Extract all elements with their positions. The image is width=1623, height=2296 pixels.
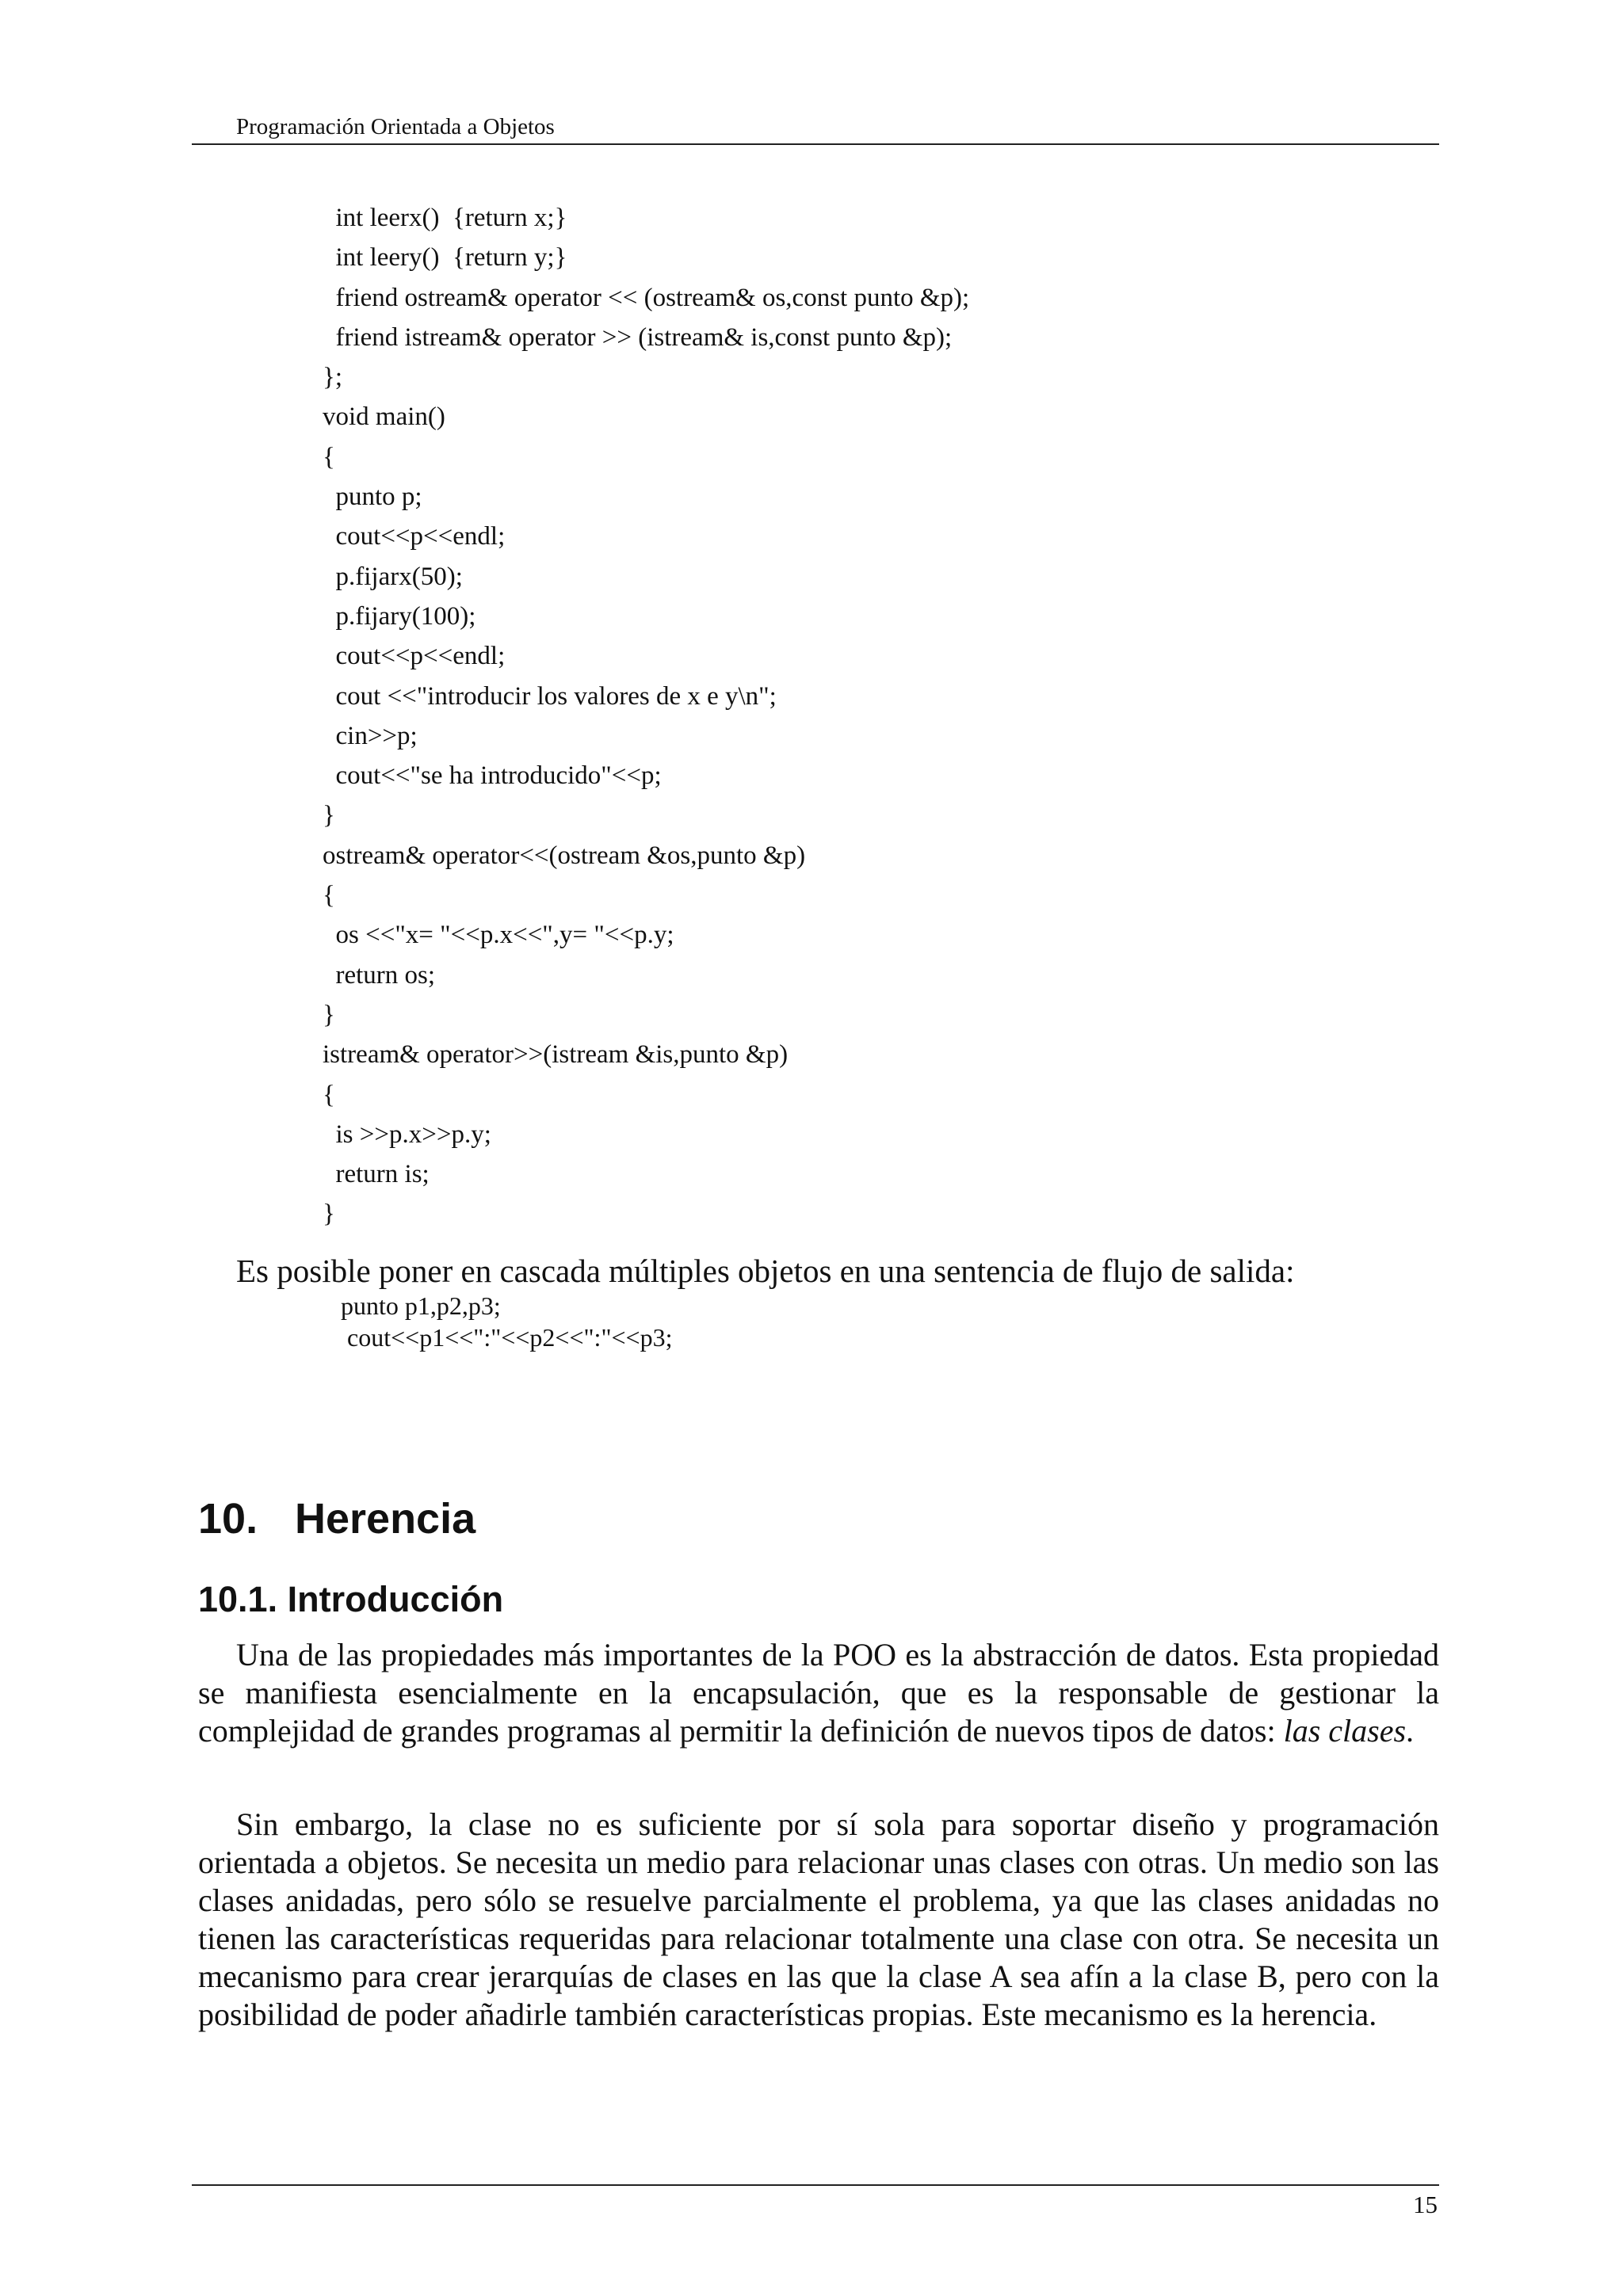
section-number: 10. — [198, 1495, 258, 1543]
code-line: os <<"x= "<<p.x<<",y= "<<p.y; — [323, 921, 674, 950]
section-heading — [198, 1491, 475, 1547]
code-line: friend ostream& operator << (ostream& os,const punto &p); — [323, 283, 970, 312]
code-line: { — [323, 881, 335, 910]
code-line: p.fijary(100); — [323, 601, 476, 631]
code-line: cin>>p; — [323, 721, 418, 750]
code-line: punto p1,p2,p3; — [341, 1291, 501, 1320]
code-line: } — [323, 1199, 335, 1229]
running-header: Programación Orientada a Objetos — [236, 114, 555, 139]
code-line: return is; — [323, 1160, 430, 1189]
emphasis-text: las clases — [1283, 1713, 1407, 1749]
code-line: cout<<"se ha introducido"<<p; — [323, 761, 662, 791]
body-paragraph — [198, 1636, 1439, 1750]
code-line: void main() — [323, 402, 445, 432]
code-line: { — [323, 1080, 335, 1109]
code-line: cout<<p1<<":"<<p2<<":"<<p3; — [341, 1323, 673, 1352]
paragraph-end: . — [1406, 1713, 1415, 1749]
code-line: cout<<p<<endl; — [323, 522, 506, 551]
code-listing — [323, 198, 969, 1234]
subsection-heading: 10.1. Introducción — [198, 1579, 504, 1619]
body-paragraph: Sin embargo, la clase no es suficiente por sí sola para soportar diseño y programación orientada a objetos. Se necesita un medio para relacionar unas clases con otras. Un medio son las clases anidadas, pero sólo se resuelve parcialmente el problema, ya que las clases anidadas no tienen las características requeridas para relacionar totalmente una clase con otra. Se necesita un mecanismo para crear jerarquías de clases en las que la clase A sea afín a la clase B, pero con la posibilidad de poder añadirle también características propias. Este mecanismo es la herencia. — [198, 1806, 1439, 2032]
footer-rule — [192, 2184, 1439, 2186]
code-line: p.fijarx(50); — [323, 562, 463, 591]
cascade-intro-text: Es posible poner en cascada múltiples objetos en una sentencia de flujo de salida: — [236, 1253, 1295, 1289]
code-line: int leery() {return y;} — [323, 243, 567, 273]
section-title: Herencia — [295, 1495, 476, 1543]
code-line: } — [323, 801, 335, 830]
code-line: return os; — [323, 960, 436, 990]
header-rule — [192, 143, 1439, 145]
code-line: cout<<p<<endl; — [323, 642, 506, 671]
code-line: int leerx() {return x;} — [323, 204, 567, 232]
paragraph-text: Una de las propiedades más importantes de la POO es la abstracción de datos. Esta propiedad se manifiesta esencialmente en la encapsulación, que es la responsable de gestionar la complejidad de grandes programas al permitir la definición de nuevos tipos de datos: — [198, 1637, 1439, 1749]
code-line: { — [323, 442, 335, 471]
code-line: friend istream& operator >> (istream& is,const punto &p); — [323, 322, 953, 352]
code-line: cout <<"introducir los valores de x e y\n"; — [323, 681, 777, 711]
code-line: } — [323, 1000, 335, 1029]
code-line: punto p; — [323, 482, 422, 512]
code-line: }; — [323, 363, 343, 392]
code-line: is >>p.x>>p.y; — [323, 1119, 491, 1149]
cascade-code-snippet — [341, 1290, 672, 1353]
page-number: 15 — [1413, 2191, 1438, 2218]
code-line: istream& operator>>(istream &is,punto &p) — [323, 1040, 789, 1070]
code-line: ostream& operator<<(ostream &os,punto &p) — [323, 841, 806, 870]
